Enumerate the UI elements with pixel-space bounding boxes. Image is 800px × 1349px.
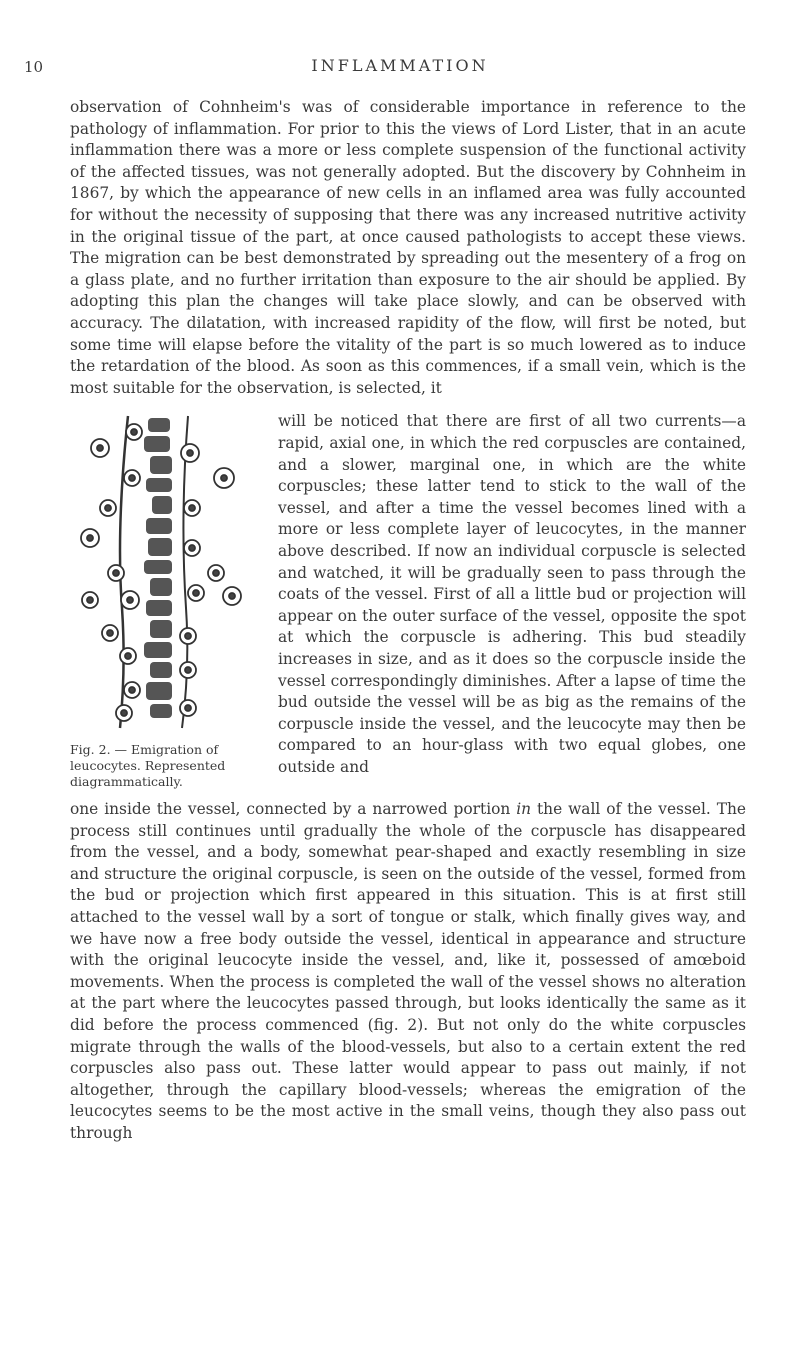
vessel-diagram [70,408,250,738]
vessel-wall-right [182,416,188,728]
paragraph-bottom-text [70,799,746,1145]
paragraph-top [70,97,746,399]
running-head: INFLAMMATION [311,56,489,75]
paragraph-bottom-a: one inside the vessel, connected by a narrowed portion [70,800,517,818]
figure-caption [70,742,260,790]
page-number: 10 [24,58,44,76]
paragraph-bottom [70,799,746,1145]
figure-caption-label: Fig. 2. [70,742,111,757]
leucocytes-right [180,444,241,716]
red-corpuscle-column [144,418,172,718]
paragraph-bottom-b: the wall of the vessel. The process still continues until gradually the whole of the corpuscle has disappeared from the vessel, and a body, somewhat pear-shaped and exactly resembling in size and structure the original corpuscle, is seen on the outside of the vessel, formed from the bud or projection which first appeared in this situation. This is at first still attached to the vessel wall by a sort of tongue or stalk, which finally gives way, and we have now a free body outside the vessel, identical in appearance and structure with the original leucocyte inside the vessel, and, like it, possessed of amœboid movements. When the process is completed the wall of the vessel shows no alteration at the part where the leucocytes passed through, but looks identically the same as it did before the process commenced (fig. 2). But not only do the white corpuscles migrate through the walls of the blood-vessels, but also to a certain extent the red corpuscles also pass out. These latter would appear to pass out mainly, if not altogether, through the capillary blood-vessels; whereas the emigration of the leucocytes seems to be the most active in the small veins, though they also pass out through [70,800,746,1142]
figure-caption-text: — Emigration of leucocytes. Represented diagrammatically. [70,742,226,789]
paragraph-top-text: observation of Cohnheim's was of considerable importance in reference to the pathology of inflammation. For prior to this the views of Lord Lister, that in an acute inflammation there was a more or less complete suspension of the functional activity of the affected tissues, was not generally adopted. But the discovery by Cohnheim in 1867, by which the appearance of new cells in an inflamed area was fully accounted for without the necessity of supposing that there was any increased nutritive activity in the original tissue of the part, at once caused pathologists to accept these views. The migration can be best demonstrated by spreading out the mesentery of a frog on a glass plate, and no further irritation than exposure to the air should be applied. By adopting this plan the changes will take place slowly, and can be observed with accuracy. The dilatation, with increased rapidity of the flow, will first be noted, but some time will elapse before the vitality of the part is so much lowered as to induce the retardation of the blood. As soon as this commences, if a small vein, which is the most suitable for the observation, is selected, it [70,98,746,397]
paragraph-side-text: will be noticed that there are first of all two currents—a rapid, axial one, in which the red corpuscles are contained, and a slower, marginal one, in which are the white corpuscles; these latter tend to stick to the wall of the vessel, and after a time the vessel becomes lined with a more or less complete layer of leucocytes, in the manner above described. If now an individual corpuscle is selected and watched, it will be gradually seen to pass through the coats of the vessel. First of all a little bud or projection will appear on the outer surface of the vessel, opposite the spot at which the corpuscle is adhering. This bud steadily increases in size, and as it does so the corpuscle inside the vessel correspondingly diminishes. After a lapse of time the bud outside the vessel will be as big as the remains of the corpuscle inside the vessel, and the leucocyte may then be compared to an hour-glass with two equal globes, one outside and [278,412,746,776]
paragraph-bottom-italic: in [516,800,532,818]
paragraph-beside-figure [278,396,746,794]
leucocytes-left [81,424,142,721]
